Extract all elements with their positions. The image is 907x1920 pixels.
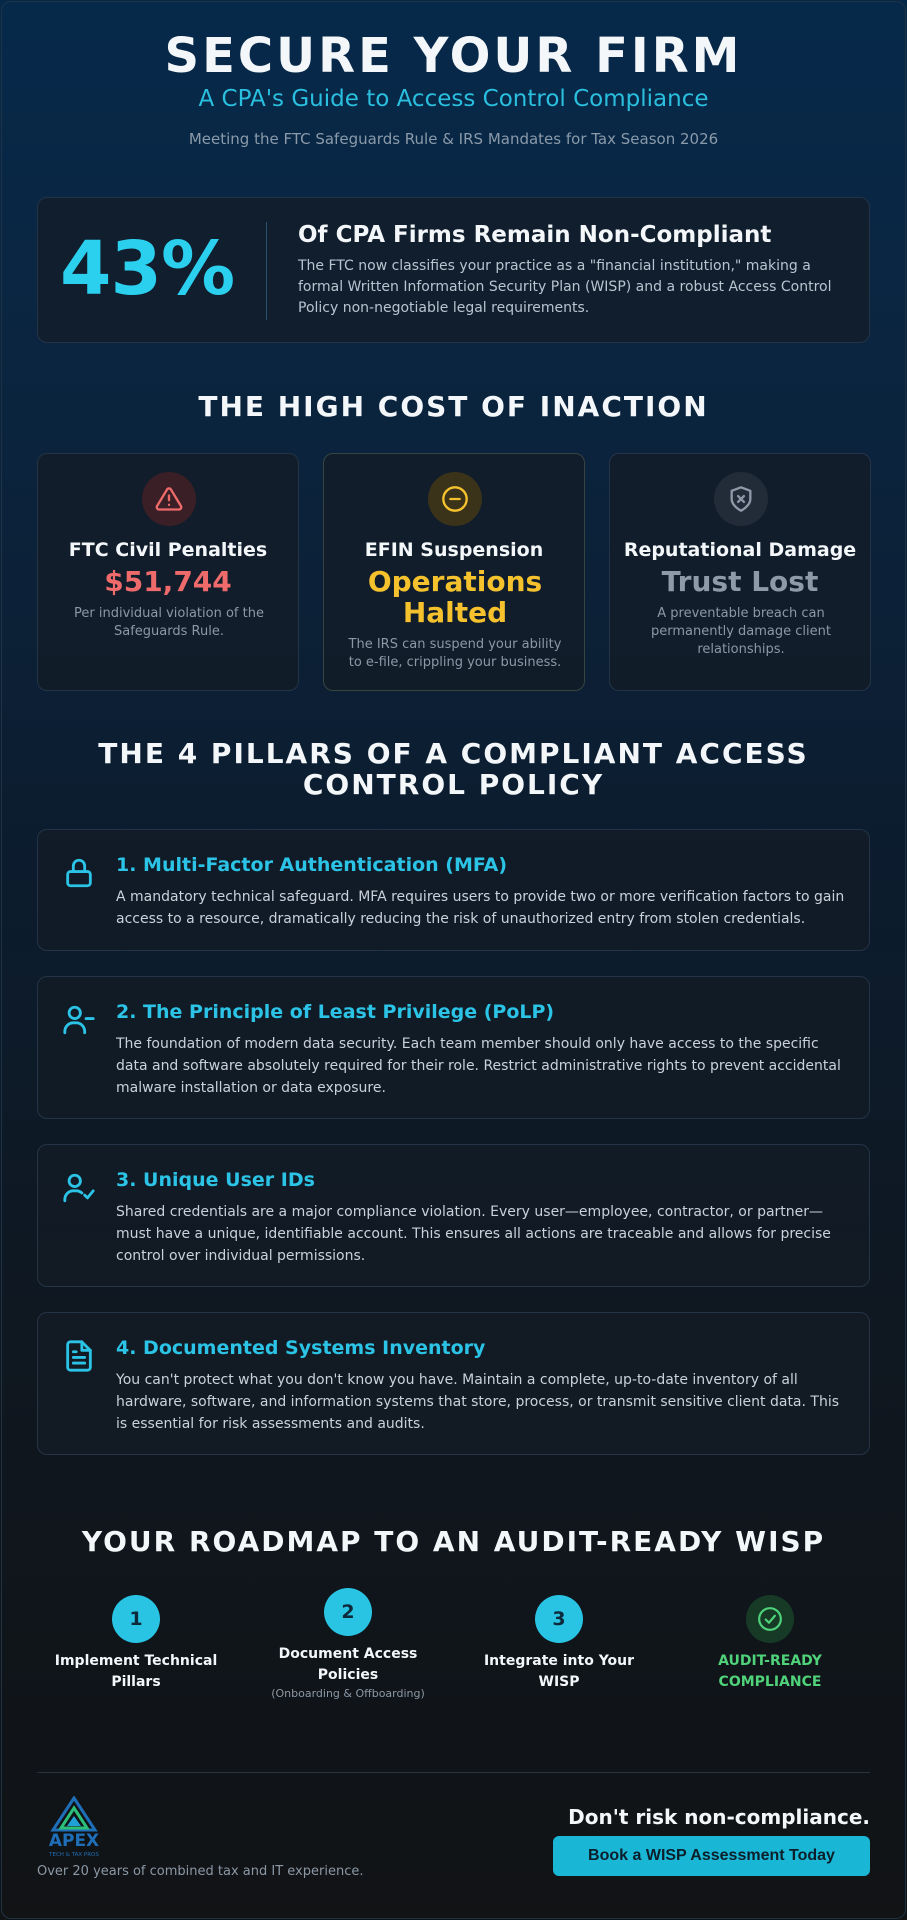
minus-circle-icon [428, 472, 482, 526]
pillar-card-mfa [37, 829, 870, 951]
pillar-text: The foundation of modern data security. Each team member should only have access to the specific data and software absolutely required for their role. Restrict administrative rights to prevent accidental malware installation or data exposure. [116, 1036, 841, 1096]
check-circle-icon [746, 1595, 794, 1643]
step-label-line2: Policies [317, 1667, 379, 1683]
svg-text:APEX: APEX [48, 1831, 100, 1851]
step-label-line2: Pillars [111, 1674, 161, 1690]
pillar-title: 4. Documented Systems Inventory [116, 1337, 486, 1359]
step-number-badge: 2 [324, 1588, 372, 1636]
pillar-text: A mandatory technical safeguard. MFA requires users to provide two or more verification factors to gain access to a resource, dramatically reducing the risk of unauthorized entry from stolen credentials. [116, 889, 845, 927]
svg-text:TECH & TAX PROS: TECH & TAX PROS [49, 1852, 99, 1858]
experience-text: Over 20 years of combined tax and IT experience. [37, 1864, 364, 1879]
user-check-icon [62, 1171, 96, 1205]
shield-x-icon [714, 472, 768, 526]
warning-triangle-icon [142, 472, 196, 526]
step-label-line1: Document Access [278, 1646, 418, 1662]
pillar-text: Shared credentials are a major compliance violation. Every user—employee, contractor, or partner—must have a unique, identifiable account. This ensures all actions are traceable and allows for precise control over individual permissions. [116, 1204, 831, 1264]
user-minus-icon [62, 1003, 96, 1037]
step-label-line1: Integrate into Your [483, 1653, 635, 1669]
apex-logo [37, 1796, 113, 1858]
cost-card-title: Reputational Damage [623, 539, 857, 561]
step-number-badge: 1 [112, 1595, 160, 1643]
pillar-card-polp [37, 976, 870, 1119]
step-label-line2: WISP [538, 1674, 580, 1690]
stat-description: The FTC now classifies your practice as a "financial institution," making a formal Written Information Security Plan (WISP) and a robust Access Control Policy non-negotiable legal requirements. [298, 258, 832, 316]
pillar-card-inventory [37, 1312, 870, 1455]
pillar-text: You can't protect what you don't know you have. Maintain a complete, up-to-date inventory of all hardware, software, and information systems that store, process, or transmit sensitive client data. This is essential for risk assessments and audits. [116, 1372, 840, 1432]
page-tagline: Meeting the FTC Safeguards Rule & IRS Mandates for Tax Season 2026 [188, 130, 719, 148]
pillars-section-title-line2: CONTROL POLICY [302, 768, 605, 801]
stat-heading: Of CPA Firms Remain Non-Compliant [298, 222, 772, 248]
step-number-badge: 3 [535, 1595, 583, 1643]
cost-section-title: THE HIGH COST OF INACTION [198, 390, 709, 423]
roadmap-title: YOUR ROADMAP TO AN AUDIT-READY WISP [81, 1525, 826, 1558]
roadmap-step-1 [36, 1595, 236, 1695]
lock-icon [62, 856, 96, 890]
roadmap-step-final [670, 1595, 870, 1695]
noncompliance-stat-card [37, 197, 870, 343]
cost-card-efin-suspension [323, 453, 585, 691]
stat-value: 43% [60, 226, 235, 312]
cost-card-value: Operations Halted [367, 565, 543, 629]
book-assessment-button[interactable]: Book a WISP Assessment Today [553, 1836, 870, 1876]
pillar-title: 2. The Principle of Least Privilege (PoLP) [116, 1001, 555, 1023]
cost-card-title: EFIN Suspension [364, 539, 544, 561]
cost-card-value: Trust Lost [661, 565, 819, 598]
step-label-line1: Implement Technical [54, 1653, 218, 1669]
cta-heading: Don't risk non-compliance. [568, 1805, 870, 1829]
cost-card-title: FTC Civil Penalties [68, 539, 268, 561]
step-sublabel: (Onboarding & Offboarding) [271, 1687, 425, 1700]
pillar-title: 3. Unique User IDs [116, 1169, 315, 1191]
cost-card-text: Per individual violation of the Safeguards Rule. [74, 606, 264, 639]
step-label-line1: AUDIT-READY [718, 1653, 822, 1669]
cost-card-text: The IRS can suspend your ability to e-file, crippling your business. [348, 637, 562, 670]
page-subtitle: A CPA's Guide to Access Control Compliance [198, 86, 709, 112]
pillars-section-title-line1: THE 4 PILLARS OF A COMPLIANT ACCESS [98, 737, 809, 770]
cost-card-reputational-damage [609, 453, 871, 691]
step-label-line2: COMPLIANCE [718, 1674, 822, 1690]
footer-divider [37, 1772, 870, 1773]
roadmap-step-3 [459, 1595, 659, 1695]
pillar-title: 1. Multi-Factor Authentication (MFA) [116, 854, 508, 876]
cost-card-value: $51,744 [104, 565, 232, 598]
page-title: SECURE YOUR FIRM [164, 28, 743, 84]
document-icon [62, 1339, 96, 1373]
pillar-card-unique-ids [37, 1144, 870, 1287]
cost-card-text: A preventable breach can permanently damage client relationships. [651, 606, 831, 657]
stat-divider [266, 222, 267, 320]
cost-card-ftc-penalties [37, 453, 299, 691]
roadmap-step-2 [248, 1588, 448, 1698]
